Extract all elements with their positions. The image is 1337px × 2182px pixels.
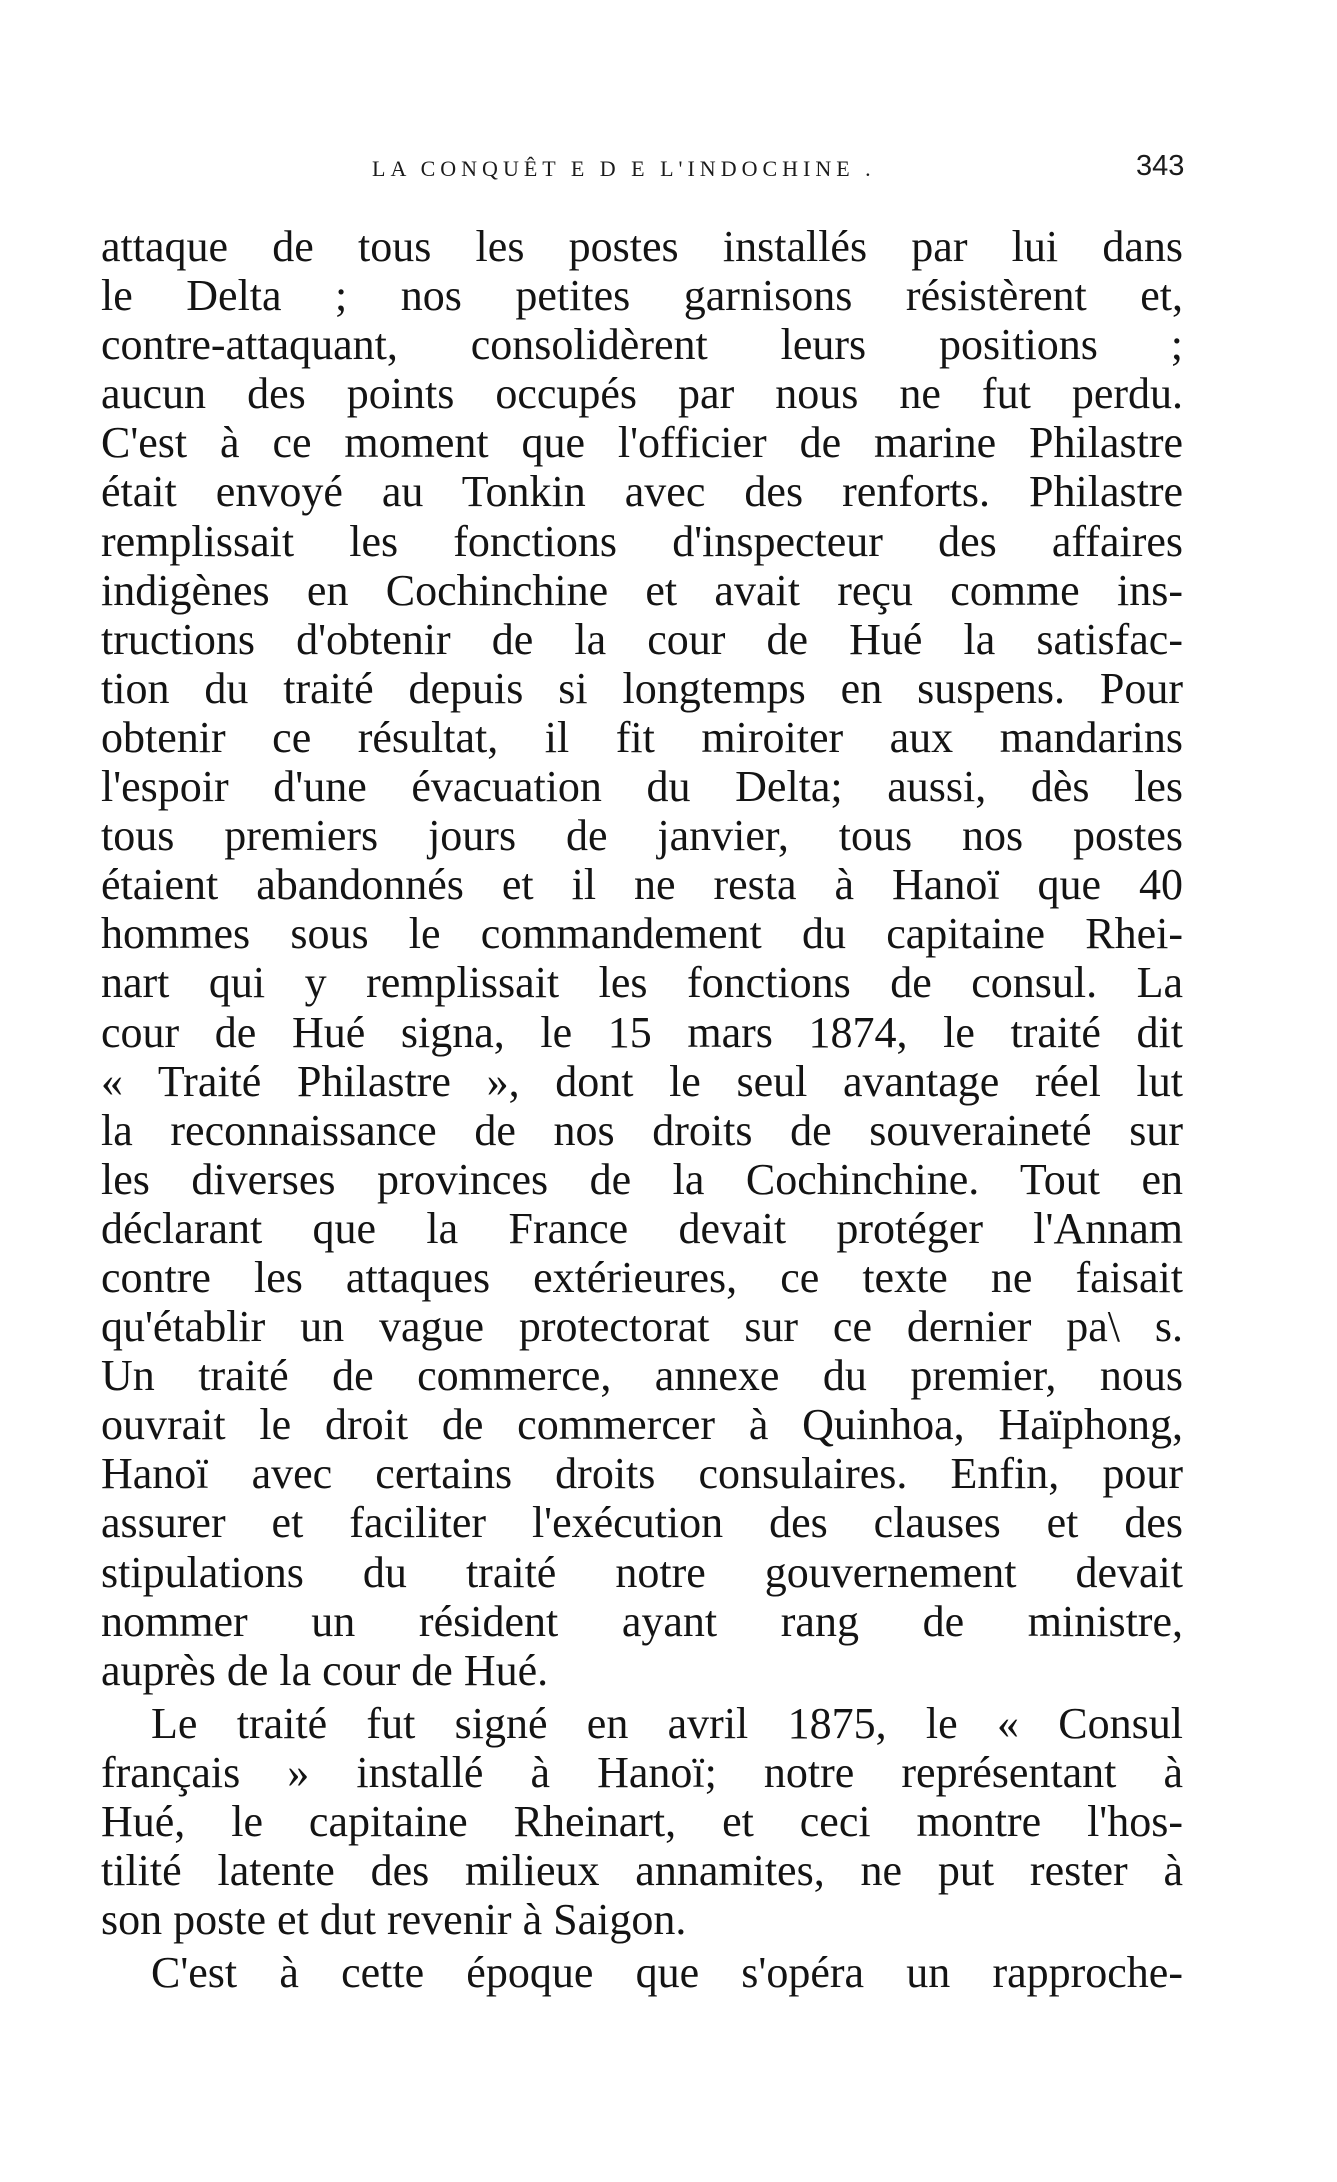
text-line: Le traité fut signé en avril 1875, le « Consul xyxy=(151,1698,1183,1748)
text-line: son poste et dut revenir à Saigon. xyxy=(101,1895,687,1945)
paragraph-3 xyxy=(101,1948,1183,1997)
text-line: l'espoir d'une évacuation du Delta; aussi, dès les xyxy=(101,762,1183,812)
text-line: contre les attaques extérieures, ce texte ne faisait xyxy=(101,1252,1183,1302)
text-line: tion du traité depuis si longtemps en suspens. Pour xyxy=(101,663,1183,713)
text-line: qu'établir un vague protectorat sur ce dernier pa\ s. xyxy=(101,1302,1183,1352)
page-number: 343 xyxy=(1136,150,1185,182)
text-line: obtenir ce résultat, il fit miroiter aux mandarins xyxy=(101,712,1183,762)
text-line: C'est à cette époque que s'opéra un rapproche- xyxy=(151,1948,1183,1998)
text-line: C'est à ce moment que l'officier de marine Philastre xyxy=(101,418,1183,468)
text-line: déclarant que la France devait protéger l'Annam xyxy=(101,1203,1183,1253)
text-line: Un traité de commerce, annexe du premier, nous xyxy=(101,1351,1183,1401)
text-line: aucun des points occupés par nous ne fut perdu. xyxy=(101,369,1183,419)
body-text xyxy=(101,222,1183,1997)
text-line: la reconnaissance de nos droits de souveraineté sur xyxy=(101,1105,1183,1155)
text-line: les diverses provinces de la Cochinchine. Tout en xyxy=(101,1154,1183,1204)
text-line: tilité latente des milieux annamites, ne put rester à xyxy=(101,1846,1183,1896)
text-line: Hanoï avec certains droits consulaires. Enfin, pour xyxy=(101,1449,1183,1499)
text-line: remplissait les fonctions d'inspecteur des affaires xyxy=(101,516,1183,566)
text-line: tructions d'obtenir de la cour de Hué la satisfac- xyxy=(101,614,1183,664)
text-line: Hué, le capitaine Rheinart, et ceci montre l'hos- xyxy=(101,1797,1183,1846)
text-line: stipulations du traité notre gouvernement devait xyxy=(101,1547,1183,1597)
text-line: cour de Hué signa, le 15 mars 1874, le traité dit xyxy=(101,1007,1183,1057)
text-line: tous premiers jours de janvier, tous nos postes xyxy=(101,811,1183,861)
text-line: contre-attaquant, consolidèrent leurs positions ; xyxy=(101,320,1183,370)
text-line: auprès de la cour de Hué. xyxy=(101,1645,549,1695)
text-line: nart qui y remplissait les fonctions de consul. La xyxy=(101,958,1183,1008)
text-line: étaient abandonnés et il ne resta à Hanoï que 40 xyxy=(101,860,1183,910)
paragraph-2 xyxy=(101,1699,1183,1944)
paragraph-1 xyxy=(101,222,1183,1695)
running-title: LA CONQUÊT E D E L'INDOCHINE . xyxy=(372,156,876,181)
text-line: le Delta ; nos petites garnisons résistèrent et, xyxy=(101,271,1183,321)
text-line: « Traité Philastre », dont le seul avantage réel lut xyxy=(101,1056,1183,1106)
text-line: hommes sous le commandement du capitaine Rhei- xyxy=(101,909,1183,959)
text-line: était envoyé au Tonkin avec des renforts. Philastre xyxy=(101,467,1183,517)
text-line: attaque de tous les postes installés par lui dans xyxy=(101,222,1183,271)
text-line: ouvrait le droit de commercer à Quinhoa, Haïphong, xyxy=(101,1400,1183,1450)
text-line: français » installé à Hanoï; notre représentant à xyxy=(101,1747,1183,1797)
text-line: assurer et faciliter l'exécution des clauses et des xyxy=(101,1498,1183,1548)
text-line: nommer un résident ayant rang de ministre, xyxy=(101,1596,1183,1646)
text-line: indigènes en Cochinchine et avait reçu comme ins- xyxy=(101,565,1183,615)
